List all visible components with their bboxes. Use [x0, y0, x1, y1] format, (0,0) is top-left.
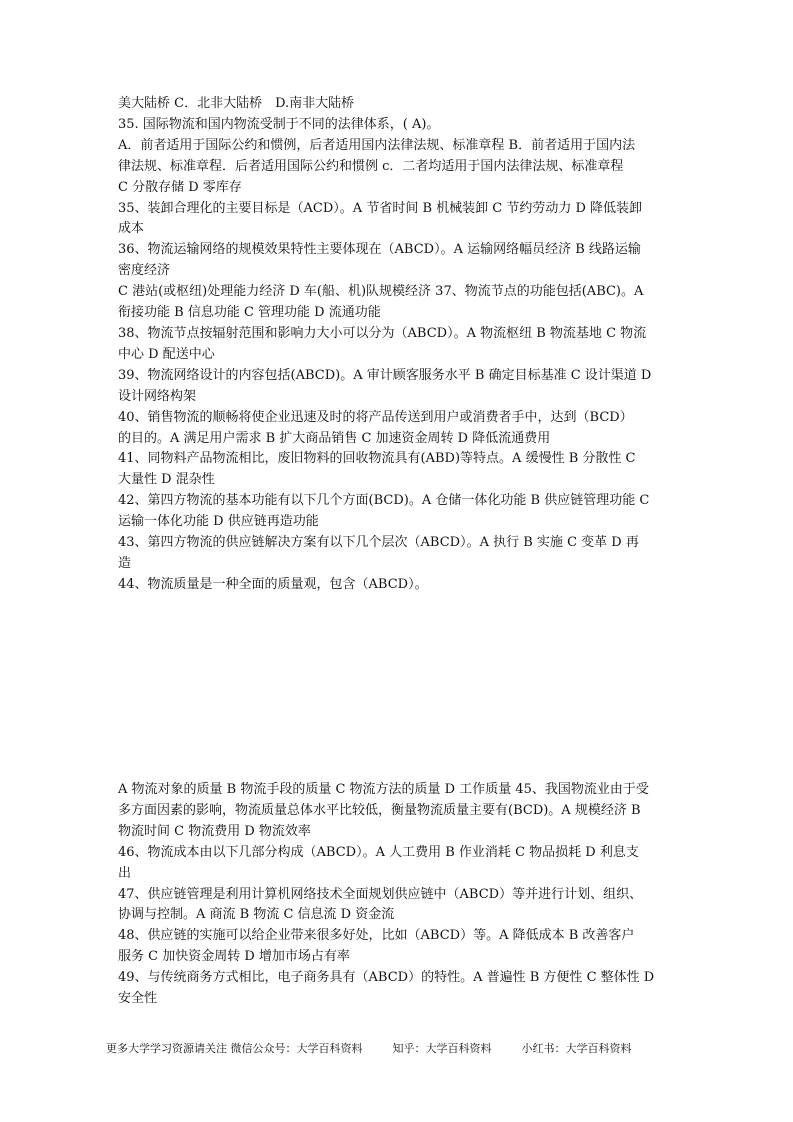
- text-line: 39、物流网络设计的内容包括(ABCD)。A 审计顾客服务水平 B 确定目标基准 C 设计渠道 D: [118, 367, 652, 383]
- page-footer: [106, 1041, 632, 1057]
- footer-wechat-text: 更多大学学习资源请关注 微信公众号：大学百科资料: [106, 1042, 363, 1055]
- text-line: C 港站(或枢纽)处理能力经济 D 车(船、机)队规模经济 37、物流节点的功能包括(ABC)。A: [118, 284, 644, 300]
- text-line: 密度经济: [118, 263, 171, 279]
- text-line: 设计网络构架: [118, 388, 197, 404]
- text-line: 38、物流节点按辐射范围和影响力大小可以分为（ABCD）。A 物流枢纽 B 物流基地 C 物流: [118, 325, 647, 341]
- text-line: 运输一体化功能 D 供应链再造功能: [118, 514, 319, 530]
- text-line: 46、物流成本由以下几部分构成（ABCD）。A 人工费用 B 作业消耗 C 物品损耗 D 利息支: [118, 844, 639, 860]
- text-line: 42、第四方物流的基本功能有以下几个方面(BCD)。A 仓储一体化功能 B 供应链管理功能 C: [118, 493, 650, 509]
- text-line: 35. 国际物流和国内物流受制于不同的法律体系，( A)。: [118, 116, 440, 132]
- page-body-top: [118, 94, 678, 596]
- footer-xiaohongshu-text: 小红书：大学百科资料: [521, 1042, 632, 1055]
- text-line: 协调与控制。A 商流 B 物流 C 信息流 D 资金流: [118, 907, 395, 923]
- text-line: 服务 C 加快资金周转 D 增加市场占有率: [118, 949, 350, 965]
- text-line: 物流时间 C 物流费用 D 物流效率: [118, 823, 311, 839]
- text-line: 出: [118, 865, 132, 881]
- text-line: 40、销售物流的顺畅将使企业迅速及时的将产品传送到用户或消费者手中，达到（BCD）: [118, 409, 633, 425]
- text-line: 成本: [118, 221, 145, 237]
- text-line: 律法规、标准章程．后者适用国际公约和惯例 c．二者均适用于国内法律法规、标准章程: [118, 158, 624, 174]
- text-line: 中心 D 配送中心: [118, 346, 215, 362]
- text-line: 的目的。A 满足用户需求 B 扩大商品销售 C 加速资金周转 D 降低流通费用: [118, 430, 551, 446]
- text-line: 41、同物料产品物流相比，废旧物料的回收物流具有(ABD)等特点。A 缓慢性 B 分散性 C: [118, 451, 636, 467]
- text-line: 44、物流质量是一种全面的质量观，包含（ABCD）。: [118, 576, 428, 592]
- page-body-bottom: [118, 780, 678, 1010]
- text-line: 造: [118, 555, 132, 571]
- text-line: A．前者适用于国际公约和惯例，后者适用国内法律法规、标准章程 B．前者适用于国内法: [118, 137, 636, 153]
- text-line: 多方面因素的影响，物流质量总体水平比较低，衡量物流质量主要有(BCD)。A 规模经济 B: [118, 802, 641, 818]
- text-line: 美大陆桥 C．北非大陆桥 D.南非大陆桥: [118, 96, 355, 111]
- text-line: 35、装卸合理化的主要目标是（ACD）。A 节省时间 B 机械装卸 C 节约劳动力 D 降低装卸: [118, 200, 643, 216]
- text-line: 48、供应链的实施可以给企业带来很多好处，比如（ABCD）等。A 降低成本 B 改善客户: [118, 928, 635, 944]
- text-line: 49、与传统商务方式相比，电子商务具有（ABCD）的特性。A 普遍性 B 方便性 C 整体性 D: [118, 970, 655, 986]
- text-line: 36、物流运输网络的规模效果特性主要体现在（ABCD）。A 运输网络幅员经济 B 线路运输: [118, 242, 641, 258]
- text-line: A 物流对象的质量 B 物流手段的质量 C 物流方法的质量 D 工作质量 45、我国物流业由于受: [118, 782, 649, 797]
- text-line: C 分散存储 D 零库存: [118, 179, 242, 195]
- footer-zhihu-text: 知乎：大学百科资料: [392, 1042, 492, 1055]
- text-line: 47、供应链管理是利用计算机网络技术全面规划供应链中（ABCD）等并进行计划、组织、: [118, 886, 643, 902]
- text-line: 大量性 D 混杂性: [118, 472, 215, 488]
- text-line: 43、第四方物流的供应链解决方案有以下几个层次（ABCD）。A 执行 B 实施 C 变革 D 再: [118, 535, 639, 551]
- text-line: 衔接功能 B 信息功能 C 管理功能 D 流通功能: [118, 305, 381, 321]
- text-line: 安全性: [118, 991, 158, 1007]
